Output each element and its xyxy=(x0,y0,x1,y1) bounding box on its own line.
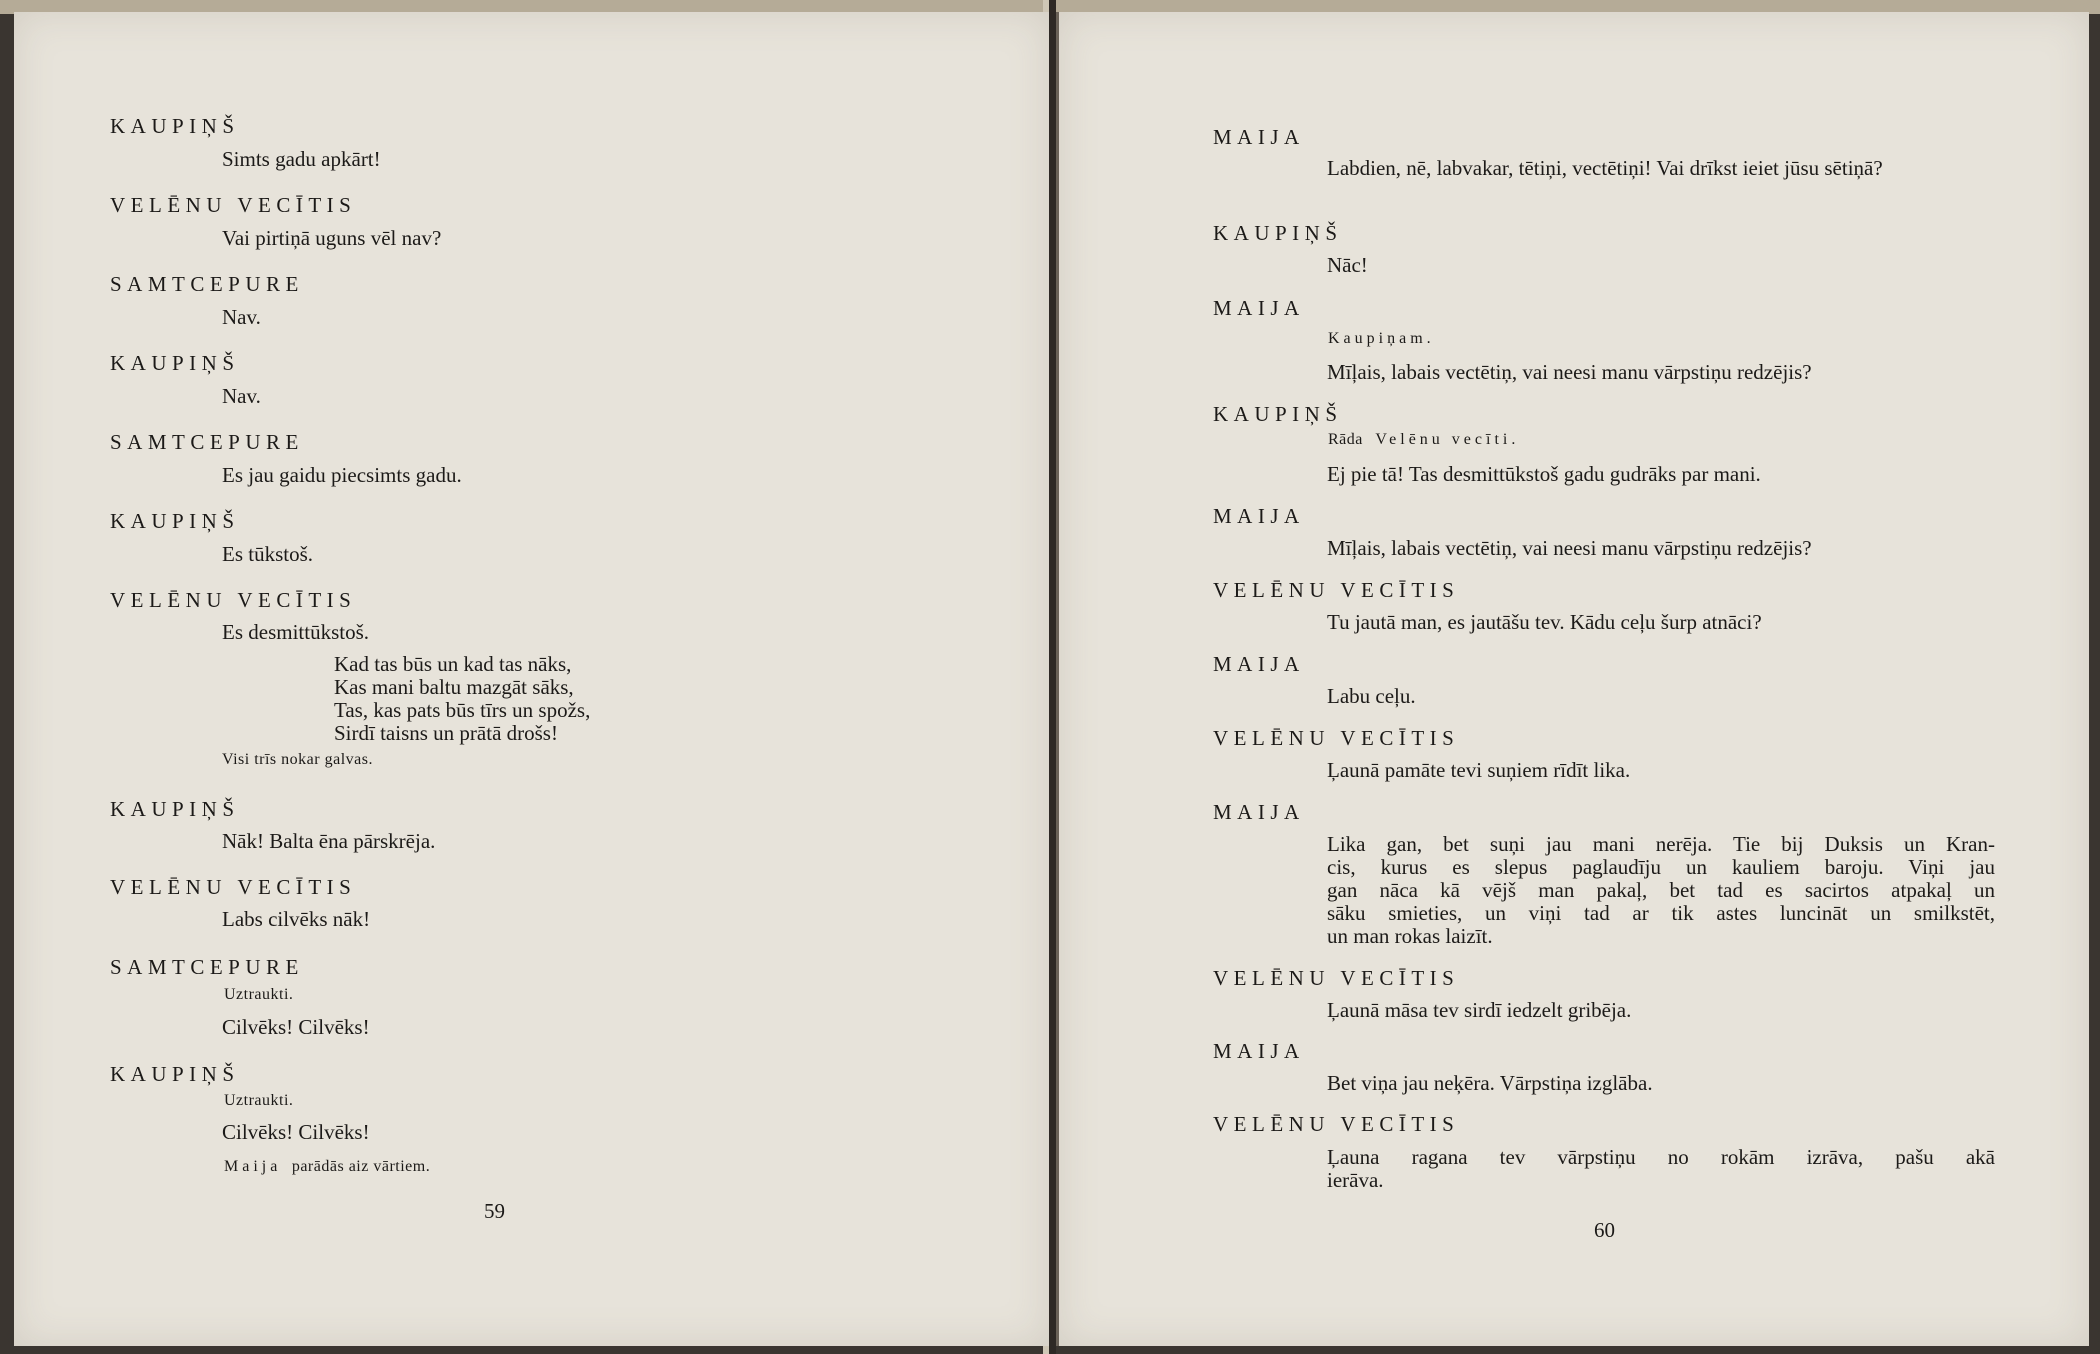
dialogue-line: sāku smieties, un viņi tad ar tik astes luncināt un smilkstēt, xyxy=(1327,901,1995,925)
stage-direction-text: Rāda xyxy=(1328,431,1363,448)
speaker-name: VELĒNU VECĪTIS xyxy=(1213,578,1460,602)
speaker-name: MAIJA xyxy=(1213,652,1305,676)
speaker-name: KAUPIŅŠ xyxy=(110,509,240,533)
speaker-name: VELĒNU VECĪTIS xyxy=(1213,1112,1460,1136)
dialogue-line: Vai pirtiņā uguns vēl nav? xyxy=(222,226,442,250)
speaker-name: VELĒNU VECĪTIS xyxy=(110,193,357,217)
speaker-name: KAUPIŅŠ xyxy=(110,351,240,375)
stage-direction-text: Kaupiņam. xyxy=(1328,330,1435,347)
stage-direction-text: parādās aiz vārtiem. xyxy=(291,1158,431,1175)
dialogue-line: Mīļais, labais vectētiņ, vai neesi manu vārpstiņu redzējis? xyxy=(1327,536,1812,560)
stage-character-name: Maija xyxy=(224,1158,282,1175)
verse-line: Sirdī taisns un prātā drošs! xyxy=(334,721,558,745)
speaker-name: VELĒNU VECĪTIS xyxy=(110,588,357,612)
speaker-name: KAUPIŅŠ xyxy=(110,114,240,138)
speaker-name: SAMTCEPURE xyxy=(110,272,304,296)
dialogue-line: Ļaunā pamāte tevi suņiem rīdīt lika. xyxy=(1327,758,1631,782)
dialogue-line: Bet viņa jau neķēra. Vārpstiņa izglāba. xyxy=(1327,1071,1653,1095)
speaker-name: MAIJA xyxy=(1213,800,1305,824)
stage-direction xyxy=(1328,431,1519,449)
speaker-name: SAMTCEPURE xyxy=(110,430,304,454)
speaker-name: VELĒNU VECĪTIS xyxy=(1213,726,1460,750)
dialogue-line: Ej pie tā! Tas desmittūkstoš gadu gudrāks par mani. xyxy=(1327,462,1761,486)
speaker-name: KAUPIŅŠ xyxy=(1213,221,1343,245)
verse-line: Kas mani baltu mazgāt sāks, xyxy=(334,675,574,699)
stage-direction: Uztraukti. xyxy=(224,1092,294,1109)
verse-line: Kad tas būs un kad tas nāks, xyxy=(334,652,572,676)
speaker-name: VELĒNU VECĪTIS xyxy=(1213,966,1460,990)
dialogue-line: un man rokas laizīt. xyxy=(1327,924,1493,948)
speaker-name: KAUPIŅŠ xyxy=(110,797,240,821)
dialogue-line: Mīļais, labais vectētiņ, vai neesi manu vārpstiņu redzējis? xyxy=(1327,360,1812,384)
dialogue-line: Nav. xyxy=(222,305,261,329)
dialogue-line: Es tūkstoš. xyxy=(222,542,314,566)
speaker-name: MAIJA xyxy=(1213,125,1305,149)
speaker-name: SAMTCEPURE xyxy=(110,955,304,979)
dialogue-line: Labs cilvēks nāk! xyxy=(222,907,371,931)
dialogue-line: gan nāca kā vējš man pakaļ, bet tad es sacirtos atpakaļ un xyxy=(1327,878,1995,902)
dialogue-line: Ļauna ragana tev vārpstiņu no rokām izrāva, pašu akā xyxy=(1327,1145,1995,1169)
stage-character-name: Velēnu vecīti. xyxy=(1375,431,1520,448)
dialogue-line: Es jau gaidu piecsimts gadu. xyxy=(222,463,462,487)
speaker-name: MAIJA xyxy=(1213,1039,1305,1063)
dialogue-line: Nāc! xyxy=(1327,253,1368,277)
dialogue-line: Tu jautā man, es jautāšu tev. Kādu ceļu šurp atnāci? xyxy=(1327,610,1762,634)
stage-direction: Uztraukti. xyxy=(224,986,294,1003)
speaker-name: VELĒNU VECĪTIS xyxy=(110,875,357,899)
speaker-name: MAIJA xyxy=(1213,296,1305,320)
dialogue-line: ierāva. xyxy=(1327,1168,1384,1192)
page-number: 59 xyxy=(484,1199,505,1223)
dialogue-line: Cilvēks! Cilvēks! xyxy=(222,1015,370,1039)
dialogue-line: Nāk! Balta ēna pārskrēja. xyxy=(222,829,436,853)
dialogue-line: Nav. xyxy=(222,384,261,408)
stage-direction: Visi trīs nokar galvas. xyxy=(222,751,373,768)
dialogue-line: Ļaunā māsa tev sirdī iedzelt gribēja. xyxy=(1327,998,1632,1022)
stage-direction xyxy=(224,1158,430,1176)
dialogue-line: Cilvēks! Cilvēks! xyxy=(222,1120,370,1144)
page-number: 60 xyxy=(1594,1218,1615,1242)
dialogue-line: cis, kurus es slepus paglaudīju un kauliem baroju. Viņi jau xyxy=(1327,855,1995,879)
dialogue-paragraph: Labdien, nē, labvakar, tētiņi, vectētiņi! Vai drīkst ieiet jūsu sētiņā? xyxy=(1327,156,1883,180)
speaker-name: KAUPIŅŠ xyxy=(1213,402,1343,426)
dialogue-line: Simts gadu apkārt! xyxy=(222,147,381,171)
dialogue-line: Lika gan, bet suņi jau mani nerēja. Tie bij Duksis un Kran- xyxy=(1327,832,1995,856)
stage-direction xyxy=(1328,330,1435,348)
dialogue-line: Labu ceļu. xyxy=(1327,684,1416,708)
dialogue-line: Es desmittūkstoš. xyxy=(222,620,370,644)
book-gutter xyxy=(1049,0,1056,1354)
verse-line: Tas, kas pats būs tīrs un spožs, xyxy=(334,698,591,722)
speaker-name: KAUPIŅŠ xyxy=(110,1062,240,1086)
speaker-name: MAIJA xyxy=(1213,504,1305,528)
